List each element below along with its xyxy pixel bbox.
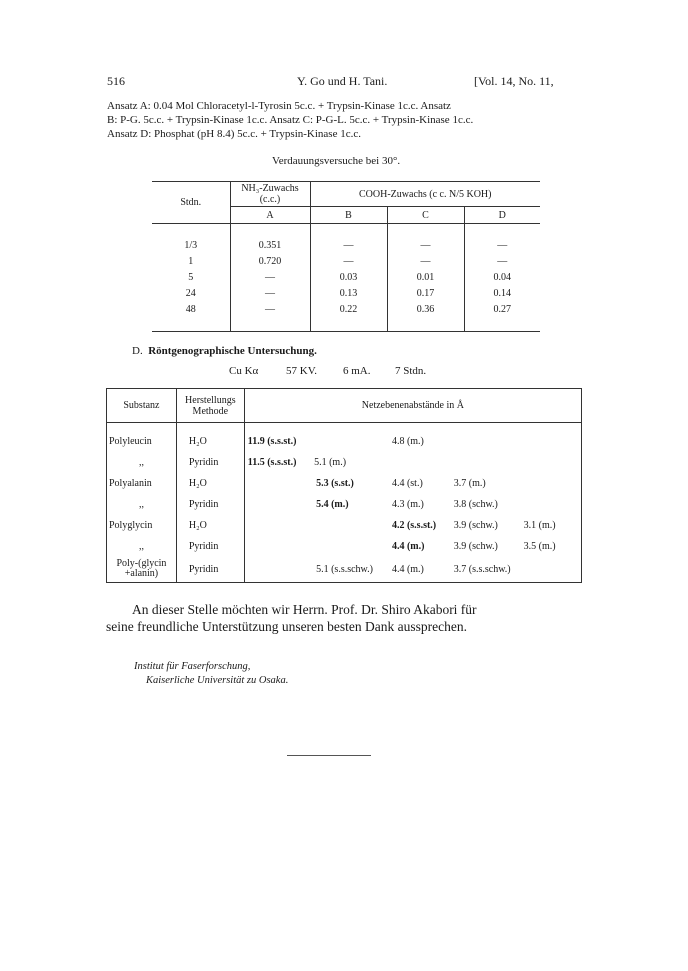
substance-cell: ,,: [107, 452, 177, 473]
substance-cell: Polyleucin: [107, 431, 177, 452]
running-volume: [Vol. 14, No. 11,: [474, 74, 554, 88]
spacing-cell: 5.1 (m.): [314, 456, 347, 468]
table1-header-nh3-line1: NH₃-Zuwachs: [241, 183, 299, 194]
table-row: [152, 238, 540, 254]
spacing-cell: 5.4 (m.): [316, 498, 349, 510]
acknowledgement: [106, 601, 586, 635]
spacing-cell: [524, 473, 582, 494]
institution-line-1: Institut für Faserforschung,: [134, 661, 251, 672]
table2-header-netzebenen: Netzebenenabstände in Å: [361, 400, 464, 411]
table1-cell: —: [497, 256, 508, 267]
xray-table: [106, 388, 582, 583]
digestion-table: [152, 181, 540, 332]
spacing-cell: [524, 557, 582, 583]
end-rule: [287, 755, 371, 756]
substance-cell: Poly-(glycin +alanin): [107, 557, 177, 583]
spacing-cell: [244, 494, 314, 515]
table1-cell: 0.04: [493, 272, 511, 283]
intro-line-2: B: P-G. 5c.c. + Trypsin-Kinase 1c.c. Ansatz C: P-G-L. 5c.c. + Trypsin-Kinase 1c.c.: [107, 114, 474, 126]
spacing-cell: 4.2 (s.s.st.): [391, 519, 437, 531]
table-row: [107, 431, 582, 452]
spacing-cell: 11.9 (s.s.st.): [247, 435, 297, 447]
table1-col-d: D: [498, 209, 506, 221]
method-cell: Pyridin: [176, 557, 244, 583]
table1-header-stdn: Stdn.: [152, 182, 230, 224]
table1-cell: —: [230, 286, 310, 302]
table1-col-c: C: [387, 207, 464, 224]
table1-cell: 0.13: [310, 286, 387, 302]
table1-col-b: B: [310, 207, 387, 224]
spacing-cell: [454, 431, 524, 452]
table2-header-substanz: Substanz: [107, 389, 177, 423]
table-row: [152, 270, 540, 286]
spacing-cell: 3.1 (m.): [523, 519, 556, 531]
spacing-cell: [524, 494, 582, 515]
table1-header-nh3-line2: (c.c.): [259, 194, 281, 205]
table1-cell: 0.351: [230, 238, 310, 254]
spacing-cell: 3.9 (schw.): [453, 519, 498, 531]
institution-line-2: Kaiserliche Universität zu Osaka.: [146, 675, 289, 686]
substance-cell: ,,: [107, 494, 177, 515]
method-cell: Pyridin: [176, 452, 244, 473]
spacing-cell: 5.1 (s.s.schw.): [316, 563, 373, 575]
substance-cell: Polyalanin: [107, 473, 177, 494]
table1-cell: 5: [152, 270, 230, 286]
condition-radiation: Cu Kα: [229, 365, 259, 377]
table1-cell: 0.36: [387, 302, 464, 318]
spacing-cell: 4.4 (m.): [391, 563, 424, 575]
spacing-cell: [314, 515, 384, 536]
substance-cell: ,,: [107, 536, 177, 557]
table-row: [107, 557, 582, 583]
spacing-cell: [524, 452, 582, 473]
table1-cell: 0.03: [310, 270, 387, 286]
table1-cell: 1: [152, 254, 230, 270]
spacing-cell: [244, 515, 314, 536]
table1-cell: 0.14: [493, 288, 511, 299]
method-cell: H₂O: [176, 515, 244, 536]
table1-header-nh3: [230, 182, 310, 207]
table1-cell: —: [310, 238, 387, 254]
spacing-cell: 4.8 (m.): [391, 435, 424, 447]
table-row: [152, 302, 540, 318]
condition-voltage: 57 KV.: [286, 365, 317, 377]
spacing-cell: [244, 557, 314, 583]
method-cell: Pyridin: [176, 536, 244, 557]
spacing-cell: 3.7 (m.): [453, 477, 486, 489]
spacing-cell: [314, 536, 384, 557]
table-row: [152, 254, 540, 270]
method-cell: Pyridin: [176, 494, 244, 515]
table1-cell: 0.22: [310, 302, 387, 318]
table-row: [107, 473, 582, 494]
spacing-cell: 3.7 (s.s.schw.): [453, 563, 511, 575]
table1-cell: 0.27: [493, 304, 511, 315]
method-cell: H₂O: [176, 431, 244, 452]
table1-cell: 0.01: [387, 270, 464, 286]
spacing-cell: 4.4 (st.): [391, 477, 423, 489]
section-heading: [132, 345, 317, 357]
spacing-cell: 4.4 (m.): [391, 540, 425, 552]
table1-cell: 1/3: [152, 238, 230, 254]
table1-header-cooh: COOH-Zuwachs (c c. N/5 KOH): [310, 182, 540, 207]
spacing-cell: [454, 452, 524, 473]
condition-current: 6 mA.: [343, 365, 371, 377]
acknowledgement-line-2: seine freundliche Unterstützung unseren besten Dank aussprechen.: [106, 619, 467, 634]
table2-header-method-line2: Methode: [192, 405, 229, 417]
substance-cell: Polyglycin: [107, 515, 177, 536]
table-row: [107, 452, 582, 473]
running-authors: Y. Go und H. Tani.: [297, 74, 388, 88]
institution: [134, 660, 288, 688]
table1-cell: —: [387, 254, 464, 270]
table2-header-method-line1: Herstellungs: [185, 394, 236, 406]
table2-header-method: [176, 389, 244, 423]
acknowledgement-line-1: An dieser Stelle möchten wir Herrn. Prof. Dr. Shiro Akabori für: [132, 602, 477, 617]
table-row: [107, 536, 582, 557]
intro-line-1: Ansatz A: 0.04 Mol Chloracetyl-l-Tyrosin 5c.c. + Trypsin-Kinase 1c.c. Ansatz: [107, 100, 451, 112]
table1-cell: 48: [152, 302, 230, 318]
method-cell: H₂O: [176, 473, 244, 494]
spacing-cell: [314, 431, 384, 452]
spacing-cell: [384, 452, 454, 473]
spacing-cell: 3.8 (schw.): [453, 498, 498, 510]
table-row: [152, 286, 540, 302]
table1-cell: 0.17: [387, 286, 464, 302]
table1-cell: —: [230, 302, 310, 318]
table1-cell: —: [387, 238, 464, 254]
condition-duration: 7 Stdn.: [395, 365, 427, 377]
section-label: D.: [132, 345, 143, 357]
spacing-cell: 5.3 (s.st.): [316, 477, 354, 489]
page-number: 516: [107, 74, 125, 88]
section-title: Röntgenographische Untersuchung.: [148, 345, 317, 357]
spacing-cell: 4.3 (m.): [391, 498, 424, 510]
table1-cell: 24: [152, 286, 230, 302]
table1-caption: Verdauungsversuche bei 30°.: [272, 155, 401, 167]
table1-cell: —: [230, 270, 310, 286]
spacing-cell: [244, 536, 314, 557]
spacing-cell: [524, 431, 582, 452]
table1-col-a: A: [230, 207, 310, 224]
spacing-cell: [244, 473, 314, 494]
table1-cell: 0.720: [230, 254, 310, 270]
intro-line-3: Ansatz D: Phosphat (pH 8.4) 5c.c. + Trypsin-Kinase 1c.c.: [107, 128, 361, 140]
spacing-cell: 11.5 (s.s.st.): [247, 456, 297, 468]
spacing-cell: 3.9 (schw.): [453, 540, 498, 552]
table-row: [107, 494, 582, 515]
spacing-cell: 3.5 (m.): [523, 540, 556, 552]
table-row: [107, 515, 582, 536]
intro-paragraph: [107, 99, 585, 141]
table1-cell: —: [497, 240, 508, 251]
table1-cell: —: [310, 254, 387, 270]
